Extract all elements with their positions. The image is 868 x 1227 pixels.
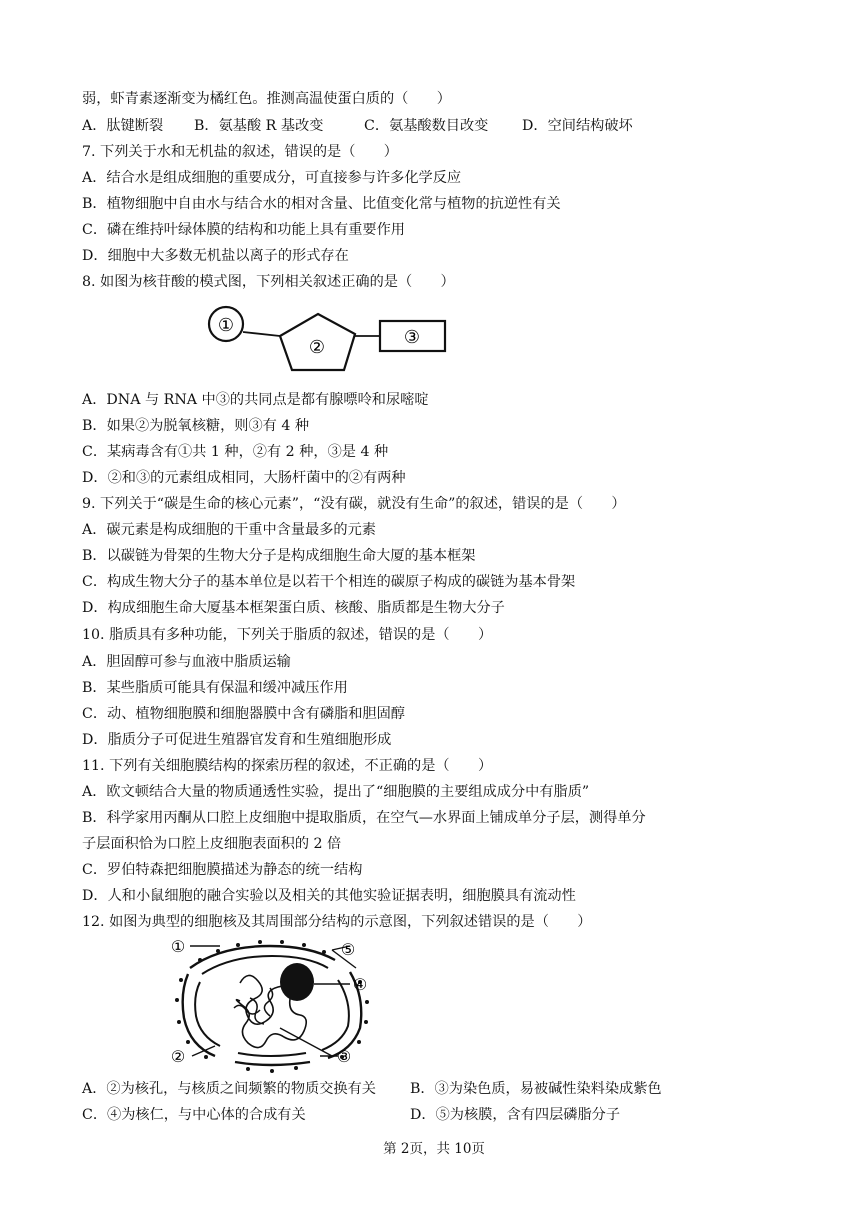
- question-6-option-a: A．肽键断裂: [82, 118, 164, 134]
- nucleotide-label-phosphate: ①: [217, 315, 235, 336]
- nucleotide-label-sugar: ②: [308, 337, 326, 358]
- question-9-option-c: C．构成生物大分子的基本单位是以若干个相连的碳原子构成的碳链为基本骨架: [82, 574, 576, 590]
- question-8-option-b: B．如果②为脱氧核糖，则③有 4 种: [82, 418, 310, 434]
- question-6-option-b: B．氨基酸 R 基改变: [194, 118, 324, 134]
- question-7-option-d: D．细胞中大多数无机盐以离子的形式存在: [82, 248, 349, 264]
- question-9-option-b: B．以碳链为骨架的生物大分子是构成细胞生命大厦的基本框架: [82, 548, 476, 564]
- question-12-option-b: B．③为染色质，易被碱性染料染成紫色: [410, 1081, 662, 1097]
- question-6-options: [82, 117, 633, 135]
- question-12-option-a: A．②为核孔，与核质之间频繁的物质交换有关: [82, 1081, 376, 1097]
- question-11-option-a: A．欧文顿结合大量的物质通透性实验，提出了“细胞膜的主要组成成分中有脂质”: [82, 784, 590, 800]
- nucleus-label-5: ⑤: [340, 940, 356, 959]
- question-11-option-b: B．科学家用丙酮从口腔上皮细胞中提取脂质，在空气—水界面上铺成单分子层，测得单分: [82, 810, 646, 826]
- question-11-option-c: C．罗伯特森把细胞膜描述为静态的统一结构: [82, 862, 363, 878]
- nucleus-label-1: ①: [170, 938, 186, 956]
- nucleus-label-4: ④: [352, 975, 368, 994]
- question-10-option-a: A．胆固醇可参与血液中脂质运输: [82, 654, 291, 670]
- question-7-option-a: A．结合水是组成细胞的重要成分，可直接参与许多化学反应: [82, 170, 462, 186]
- question-8-option-c: C．某病毒含有①共 1 种，②有 2 种，③是 4 种: [82, 444, 389, 460]
- nucleus-label-2: ②: [170, 1047, 186, 1066]
- question-10-option-c: C．动、植物细胞膜和细胞器膜中含有磷脂和胆固醇: [82, 706, 405, 722]
- nucleus-label-3: ③: [336, 1047, 352, 1066]
- question-12-option-c: C．④为核仁，与中心体的合成有关: [82, 1107, 306, 1123]
- question-10-option-b: B．某些脂质可能具有保温和缓冲减压作用: [82, 680, 348, 696]
- nucleus-diagram: [160, 938, 380, 1073]
- question-11-option-b-continued: 子层面积恰为口腔上皮细胞表面积的 2 倍: [82, 836, 342, 852]
- question-9-stem: 9. 下列关于“碳是生命的核心元素”，“没有碳，就没有生命”的叙述，错误的是（ ）: [82, 496, 626, 512]
- question-10-option-d: D．脂质分子可促进生殖器官发育和生殖细胞形成: [82, 732, 392, 748]
- question-9-option-d: D．构成细胞生命大厦基本框架蛋白质、核酸、脂质都是生物大分子: [82, 600, 505, 616]
- nucleotide-label-base: ③: [403, 327, 421, 348]
- question-8-option-d: D．②和③的元素组成相同，大肠杆菌中的②有两种: [82, 470, 406, 486]
- question-6-option-d: D．空间结构破坏: [522, 118, 633, 134]
- question-11-stem: 11. 下列有关细胞膜结构的探索历程的叙述，不正确的是（ ）: [82, 758, 493, 774]
- question-7-stem: 7. 下列关于水和无机盐的叙述，错误的是（ ）: [82, 144, 398, 160]
- question-8-option-a: A．DNA 与 RNA 中③的共同点是都有腺嘌呤和尿嘧啶: [82, 392, 429, 408]
- question-12-stem: 12. 如图为典型的细胞核及其周围部分结构的示意图，下列叙述错误的是（ ）: [82, 914, 592, 930]
- question-9-option-a: A．碳元素是构成细胞的干重中含量最多的元素: [82, 522, 376, 538]
- question-8-stem: 8. 如图为核苷酸的模式图，下列相关叙述正确的是（ ）: [82, 274, 455, 290]
- page-footer: 第 2页，共 10页: [383, 1141, 485, 1157]
- question-7-option-c: C．磷在维持叶绿体膜的结构和功能上具有重要作用: [82, 222, 405, 238]
- question-10-stem: 10. 脂质具有多种功能，下列关于脂质的叙述，错误的是（ ）: [82, 627, 493, 643]
- question-6-option-c: C．氨基酸数目改变: [364, 118, 489, 134]
- question-11-option-d: D．人和小鼠细胞的融合实验以及相关的其他实验证据表明，细胞膜具有流动性: [82, 888, 576, 904]
- nucleotide-diagram: [200, 300, 460, 380]
- question-6-stem-end: 弱，虾青素逐渐变为橘红色。推测高温使蛋白质的（ ）: [82, 91, 451, 107]
- question-7-option-b: B．植物细胞中自由水与结合水的相对含量、比值变化常与植物的抗逆性有关: [82, 196, 561, 212]
- question-12-option-d: D．⑤为核膜，含有四层磷脂分子: [410, 1107, 621, 1123]
